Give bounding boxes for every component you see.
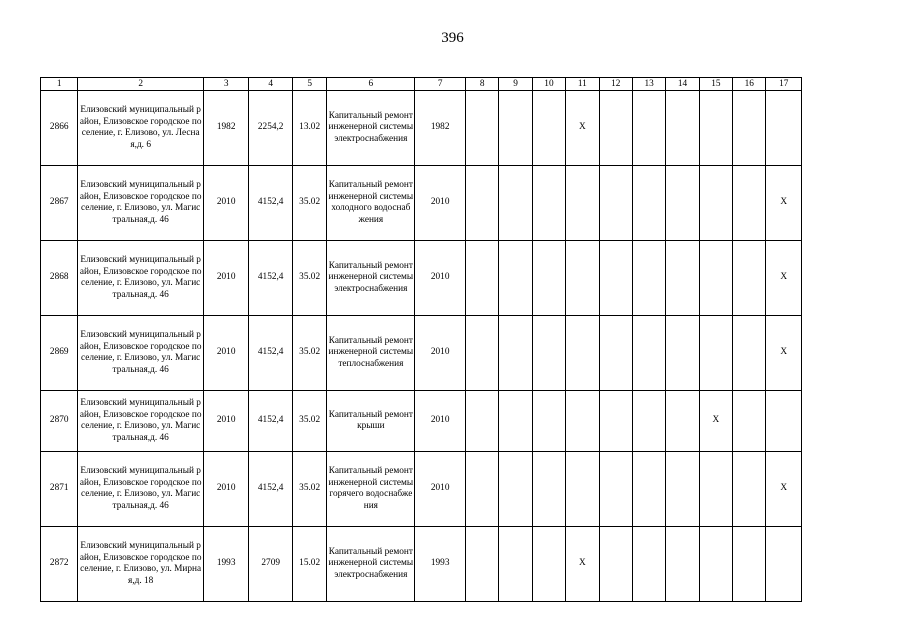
table-row — [41, 527, 802, 602]
row-work-year: 1993 — [415, 527, 466, 602]
row-mark — [766, 527, 802, 602]
column-header: 17 — [766, 78, 802, 91]
row-work-year: 2010 — [415, 391, 466, 452]
row-mark — [666, 452, 699, 527]
row-mark — [532, 91, 565, 166]
row-mark — [733, 316, 766, 391]
table-row — [41, 316, 802, 391]
row-mark — [733, 91, 766, 166]
row-work: Капитальный ремонт инженерной системы электроснабжения — [327, 241, 415, 316]
row-mark — [599, 241, 632, 316]
row-id: 2870 — [41, 391, 78, 452]
column-header: 11 — [566, 78, 599, 91]
row-address: Елизовский муниципальный район, Елизовское городское поселение, г. Елизово, ул. Магистральная,д. 46 — [78, 241, 203, 316]
row-id: 2872 — [41, 527, 78, 602]
row-area: 2709 — [249, 527, 293, 602]
row-address: Елизовский муниципальный район, Елизовское городское поселение, г. Елизово, ул. Магистральная,д. 46 — [78, 166, 203, 241]
row-mark — [666, 166, 699, 241]
row-id: 2867 — [41, 166, 78, 241]
column-header: 8 — [465, 78, 498, 91]
row-mark — [566, 166, 599, 241]
row-area: 2254,2 — [249, 91, 293, 166]
row-mark — [599, 527, 632, 602]
row-work-year: 2010 — [415, 166, 466, 241]
row-area: 4152,4 — [249, 391, 293, 452]
row-area: 4152,4 — [249, 241, 293, 316]
row-mark: X — [699, 391, 732, 452]
table-row — [41, 452, 802, 527]
row-id: 2866 — [41, 91, 78, 166]
row-mark — [733, 452, 766, 527]
row-mark: X — [766, 452, 802, 527]
row-mark — [599, 316, 632, 391]
table-row — [41, 166, 802, 241]
column-header: 7 — [415, 78, 466, 91]
row-code: 13.02 — [292, 91, 326, 166]
row-mark — [632, 166, 665, 241]
row-mark — [766, 391, 802, 452]
row-year: 1982 — [203, 91, 249, 166]
row-mark — [699, 91, 732, 166]
row-mark — [566, 316, 599, 391]
row-mark: X — [566, 91, 599, 166]
row-address: Елизовский муниципальный район, Елизовское городское поселение, г. Елизово, ул. Магистральная,д. 46 — [78, 316, 203, 391]
column-header: 6 — [327, 78, 415, 91]
row-area: 4152,4 — [249, 452, 293, 527]
column-header: 10 — [532, 78, 565, 91]
column-header: 3 — [203, 78, 249, 91]
column-header: 12 — [599, 78, 632, 91]
row-work: Капитальный ремонт инженерной системы электроснабжения — [327, 527, 415, 602]
column-header: 9 — [499, 78, 532, 91]
column-header: 14 — [666, 78, 699, 91]
row-mark — [699, 527, 732, 602]
row-mark — [566, 391, 599, 452]
row-work: Капитальный ремонт инженерной системы электроснабжения — [327, 91, 415, 166]
row-mark — [465, 527, 498, 602]
table-row — [41, 91, 802, 166]
row-code: 35.02 — [292, 452, 326, 527]
row-mark — [599, 91, 632, 166]
row-work: Капитальный ремонт крыши — [327, 391, 415, 452]
page-number: 396 — [441, 30, 464, 46]
table-row — [41, 391, 802, 452]
row-year: 2010 — [203, 241, 249, 316]
row-mark — [532, 241, 565, 316]
header-row — [41, 78, 802, 91]
column-header: 4 — [249, 78, 293, 91]
row-mark — [566, 452, 599, 527]
row-mark — [465, 91, 498, 166]
row-mark: X — [766, 316, 802, 391]
row-mark — [733, 166, 766, 241]
column-header: 13 — [632, 78, 665, 91]
row-mark — [532, 391, 565, 452]
row-mark — [666, 241, 699, 316]
column-header: 16 — [733, 78, 766, 91]
row-mark — [699, 452, 732, 527]
row-mark — [699, 316, 732, 391]
row-mark — [499, 391, 532, 452]
row-work-year: 2010 — [415, 316, 466, 391]
row-id: 2871 — [41, 452, 78, 527]
row-mark — [499, 452, 532, 527]
row-year: 2010 — [203, 391, 249, 452]
row-work-year: 2010 — [415, 241, 466, 316]
row-work-year: 2010 — [415, 452, 466, 527]
row-address: Елизовский муниципальный район, Елизовское городское поселение, г. Елизово, ул. Магистральная,д. 46 — [78, 452, 203, 527]
table-row — [41, 241, 802, 316]
row-mark — [632, 91, 665, 166]
row-mark: X — [566, 527, 599, 602]
row-area: 4152,4 — [249, 166, 293, 241]
row-mark — [666, 316, 699, 391]
row-mark — [499, 166, 532, 241]
row-code: 15.02 — [292, 527, 326, 602]
row-mark — [532, 527, 565, 602]
row-mark — [733, 527, 766, 602]
row-work: Капитальный ремонт инженерной системы теплоснабжения — [327, 316, 415, 391]
row-code: 35.02 — [292, 166, 326, 241]
column-header: 15 — [699, 78, 732, 91]
row-id: 2869 — [41, 316, 78, 391]
row-code: 35.02 — [292, 391, 326, 452]
row-mark — [632, 391, 665, 452]
row-address: Елизовский муниципальный район, Елизовское городское поселение, г. Елизово, ул. Лесная,д. 6 — [78, 91, 203, 166]
row-year: 2010 — [203, 316, 249, 391]
row-mark — [465, 166, 498, 241]
row-mark — [566, 241, 599, 316]
row-mark — [666, 527, 699, 602]
row-mark — [632, 452, 665, 527]
column-header: 1 — [41, 78, 78, 91]
row-mark — [465, 391, 498, 452]
column-header: 5 — [292, 78, 326, 91]
row-mark — [599, 166, 632, 241]
row-mark — [499, 241, 532, 316]
row-mark — [499, 91, 532, 166]
row-area: 4152,4 — [249, 316, 293, 391]
row-code: 35.02 — [292, 241, 326, 316]
row-mark — [632, 316, 665, 391]
row-address: Елизовский муниципальный район, Елизовское городское поселение, г. Елизово, ул. Магистральная,д. 46 — [78, 391, 203, 452]
row-mark: X — [766, 166, 802, 241]
row-mark — [766, 91, 802, 166]
row-mark — [733, 241, 766, 316]
row-year: 2010 — [203, 452, 249, 527]
row-mark — [733, 391, 766, 452]
row-mark — [532, 166, 565, 241]
row-year: 1993 — [203, 527, 249, 602]
row-mark — [465, 316, 498, 391]
row-mark: X — [766, 241, 802, 316]
row-address: Елизовский муниципальный район, Елизовское городское поселение, г. Елизово, ул. Мирная,д. 18 — [78, 527, 203, 602]
register-table — [40, 77, 802, 602]
row-code: 35.02 — [292, 316, 326, 391]
row-mark — [532, 316, 565, 391]
row-mark — [699, 166, 732, 241]
column-header: 2 — [78, 78, 203, 91]
row-work-year: 1982 — [415, 91, 466, 166]
row-work: Капитальный ремонт инженерной системы холодного водоснабжения — [327, 166, 415, 241]
row-mark — [632, 527, 665, 602]
row-mark — [632, 241, 665, 316]
row-year: 2010 — [203, 166, 249, 241]
row-mark — [666, 391, 699, 452]
row-mark — [499, 316, 532, 391]
row-mark — [465, 241, 498, 316]
row-mark — [699, 241, 732, 316]
row-mark — [532, 452, 565, 527]
row-mark — [499, 527, 532, 602]
row-mark — [599, 391, 632, 452]
row-id: 2868 — [41, 241, 78, 316]
row-work: Капитальный ремонт инженерной системы горячего водоснабжения — [327, 452, 415, 527]
row-mark — [599, 452, 632, 527]
row-mark — [666, 91, 699, 166]
row-mark — [465, 452, 498, 527]
